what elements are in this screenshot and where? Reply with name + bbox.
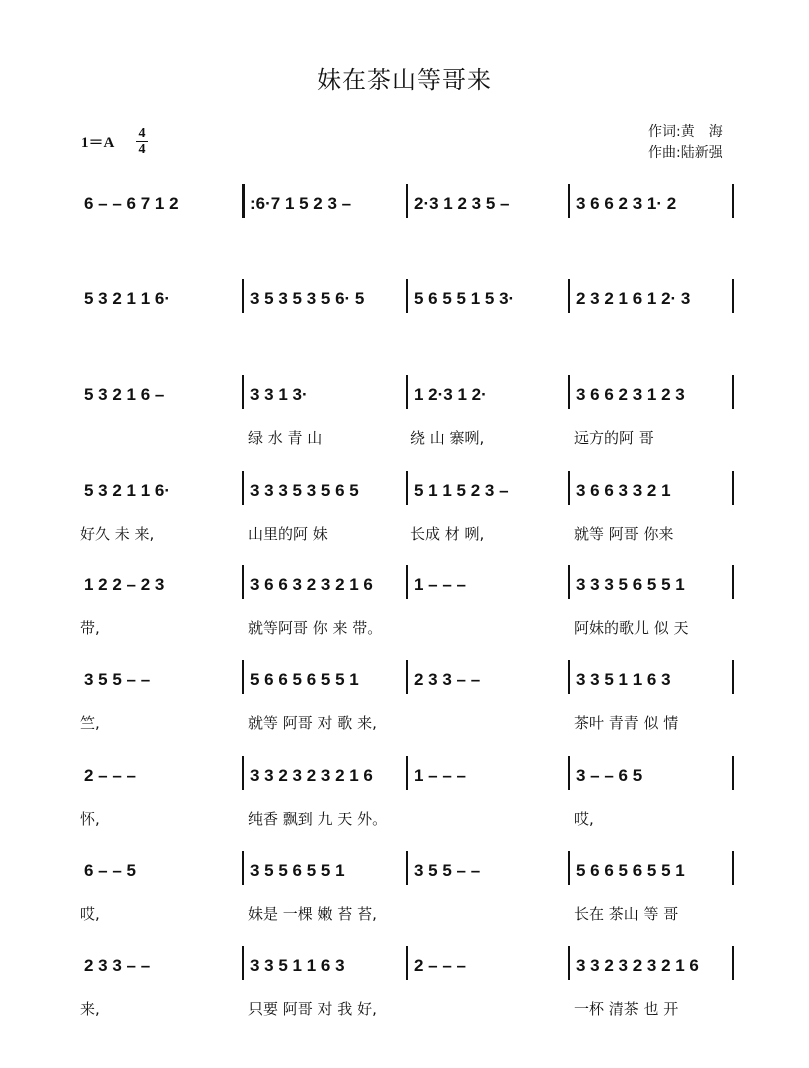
barline xyxy=(406,946,408,980)
lyric-segment: 好久 未 来, xyxy=(80,525,155,543)
notes-line xyxy=(84,475,744,509)
notes-line xyxy=(84,379,744,413)
staff-row xyxy=(0,760,809,840)
meter-bottom: 4 xyxy=(138,142,146,157)
staff-row xyxy=(0,475,809,555)
barline xyxy=(568,184,570,218)
time-signature xyxy=(134,126,150,157)
lyrics-line xyxy=(80,903,760,927)
lyric-segment: 怀, xyxy=(80,810,100,828)
barline xyxy=(242,756,244,790)
measure: 3 6 6 2 3 1· 2 xyxy=(576,194,677,213)
lyric-segment: 阿妹的歌儿 似 天 xyxy=(574,619,689,637)
measure: :6·7 1 5 2 3 – xyxy=(250,194,352,213)
barline xyxy=(406,471,408,505)
lyrics-line xyxy=(80,331,760,355)
lyric-segment: 远方的阿 哥 xyxy=(574,429,654,447)
measure: 3 3 5 1 1 6 3 xyxy=(576,670,671,689)
lyrics-line xyxy=(80,808,760,832)
measure: 1 – – – xyxy=(414,575,466,594)
lyric-segment: 妹是 一棵 嫩 苔 苔, xyxy=(248,905,377,923)
lyric-segment: 长在 茶山 等 哥 xyxy=(574,905,679,923)
repeat-barline xyxy=(242,184,245,218)
measure: 3 3 3 5 6 5 5 1 xyxy=(576,575,685,594)
lyric-segment: 绕 山 寨咧, xyxy=(410,429,485,447)
notes-line xyxy=(84,569,744,603)
barline xyxy=(568,471,570,505)
measure: 3 3 5 1 1 6 3 xyxy=(250,956,345,975)
key-signature: 1＝A xyxy=(81,135,115,151)
measure: 5 6 6 5 6 5 5 1 xyxy=(250,670,359,689)
staff-row xyxy=(0,950,809,1030)
measure: 3 – – 6 5 xyxy=(576,766,643,785)
barline xyxy=(732,279,734,313)
notes-line xyxy=(84,950,744,984)
barline xyxy=(406,756,408,790)
staff-row xyxy=(0,855,809,935)
measure: 5 6 5 5 1 5 3· xyxy=(414,289,515,308)
barline xyxy=(732,660,734,694)
barline xyxy=(732,184,734,218)
measure: 1 2 2 – 2 3 xyxy=(84,575,165,594)
barline xyxy=(242,946,244,980)
barline xyxy=(732,565,734,599)
lyric-segment: 来, xyxy=(80,1000,100,1018)
barline xyxy=(406,184,408,218)
staff-row xyxy=(0,664,809,744)
barline xyxy=(568,279,570,313)
barline xyxy=(568,565,570,599)
lyrics-line xyxy=(80,617,760,641)
notes-line xyxy=(84,283,744,317)
measure: 3 6 6 3 3 2 1 xyxy=(576,481,671,500)
measure: 3 6 6 3 2 3 2 1 6 xyxy=(250,575,373,594)
barline xyxy=(406,660,408,694)
measure: 2·3 1 2 3 5 – xyxy=(414,194,510,213)
meter-top: 4 xyxy=(138,126,146,141)
lyrics-line xyxy=(80,236,760,260)
measure: 3 3 1 3· xyxy=(250,385,308,404)
barline xyxy=(242,471,244,505)
barline xyxy=(568,946,570,980)
measure: 6 – – 5 xyxy=(84,861,136,880)
measure: 1 2·3 1 2· xyxy=(414,385,487,404)
barline xyxy=(406,375,408,409)
barline xyxy=(406,565,408,599)
barline xyxy=(406,851,408,885)
staff-row xyxy=(0,188,809,268)
lyric-segment: 就等 阿哥 对 歌 来, xyxy=(248,714,377,732)
measure: 5 3 2 1 1 6· xyxy=(84,481,171,500)
lyric-segment: 哎, xyxy=(574,810,594,828)
measure: 2 3 3 – – xyxy=(84,956,151,975)
barline xyxy=(242,851,244,885)
barline xyxy=(732,471,734,505)
staff-row xyxy=(0,283,809,363)
measure: 3 5 5 – – xyxy=(414,861,481,880)
lyrics-line xyxy=(80,427,760,451)
barline xyxy=(568,375,570,409)
measure: 5 3 2 1 1 6· xyxy=(84,289,171,308)
barline xyxy=(568,660,570,694)
staff-row xyxy=(0,569,809,649)
lyric-segment: 就等 阿哥 你来 xyxy=(574,525,674,543)
measure: 2 3 3 – – xyxy=(414,670,481,689)
measure: 3 5 3 5 3 5 6· 5 xyxy=(250,289,365,308)
lyrics-line xyxy=(80,998,760,1022)
lyric-segment: 绿 水 青 山 xyxy=(248,429,323,447)
notes-line xyxy=(84,760,744,794)
measure: 2 – – – xyxy=(414,956,466,975)
barline xyxy=(732,375,734,409)
barline xyxy=(732,756,734,790)
barline xyxy=(732,851,734,885)
lyricist: 作词:黄 海 xyxy=(648,124,723,140)
lyric-segment: 带, xyxy=(80,619,100,637)
barline xyxy=(568,851,570,885)
measure: 6 – – 6 7 1 2 xyxy=(84,194,179,213)
song-title: 妹在茶山等哥来 xyxy=(317,66,492,94)
measure: 2 – – – xyxy=(84,766,136,785)
lyric-segment: 哎, xyxy=(80,905,100,923)
barline xyxy=(242,565,244,599)
lyrics-line xyxy=(80,712,760,736)
credits xyxy=(648,122,723,164)
lyrics-line xyxy=(80,523,760,547)
measure: 3 6 6 2 3 1 2 3 xyxy=(576,385,685,404)
measure: 2 3 2 1 6 1 2· 3 xyxy=(576,289,691,308)
barline xyxy=(732,946,734,980)
notes-line xyxy=(84,664,744,698)
lyric-segment: 茶叶 青青 似 情 xyxy=(574,714,679,732)
notes-line xyxy=(84,188,744,222)
measure: 3 3 3 5 3 5 6 5 xyxy=(250,481,359,500)
measure: 1 – – – xyxy=(414,766,466,785)
barline xyxy=(242,279,244,313)
measure: 3 5 5 – – xyxy=(84,670,151,689)
barline xyxy=(568,756,570,790)
measure: 3 5 5 6 5 5 1 xyxy=(250,861,345,880)
notes-line xyxy=(84,855,744,889)
lyric-segment: 山里的阿 妹 xyxy=(248,525,328,543)
measure: 3 3 2 3 2 3 2 1 6 xyxy=(576,956,699,975)
measure: 5 1 1 5 2 3 – xyxy=(414,481,509,500)
lyric-segment: 纯香 飘到 九 天 外。 xyxy=(248,810,388,828)
measure: 5 6 6 5 6 5 5 1 xyxy=(576,861,685,880)
barline xyxy=(242,375,244,409)
barline xyxy=(242,660,244,694)
composer: 作曲:陆新强 xyxy=(648,145,723,161)
measure: 3 3 2 3 2 3 2 1 6 xyxy=(250,766,373,785)
staff-row xyxy=(0,379,809,459)
lyric-segment: 就等阿哥 你 来 带。 xyxy=(248,619,383,637)
lyric-segment: 一杯 清茶 也 开 xyxy=(574,1000,679,1018)
barline xyxy=(406,279,408,313)
lyric-segment: 长成 材 咧, xyxy=(410,525,485,543)
measure: 5 3 2 1 6 – xyxy=(84,385,165,404)
lyric-segment: 只要 阿哥 对 我 好, xyxy=(248,1000,377,1018)
lyric-segment: 竺, xyxy=(80,714,100,732)
